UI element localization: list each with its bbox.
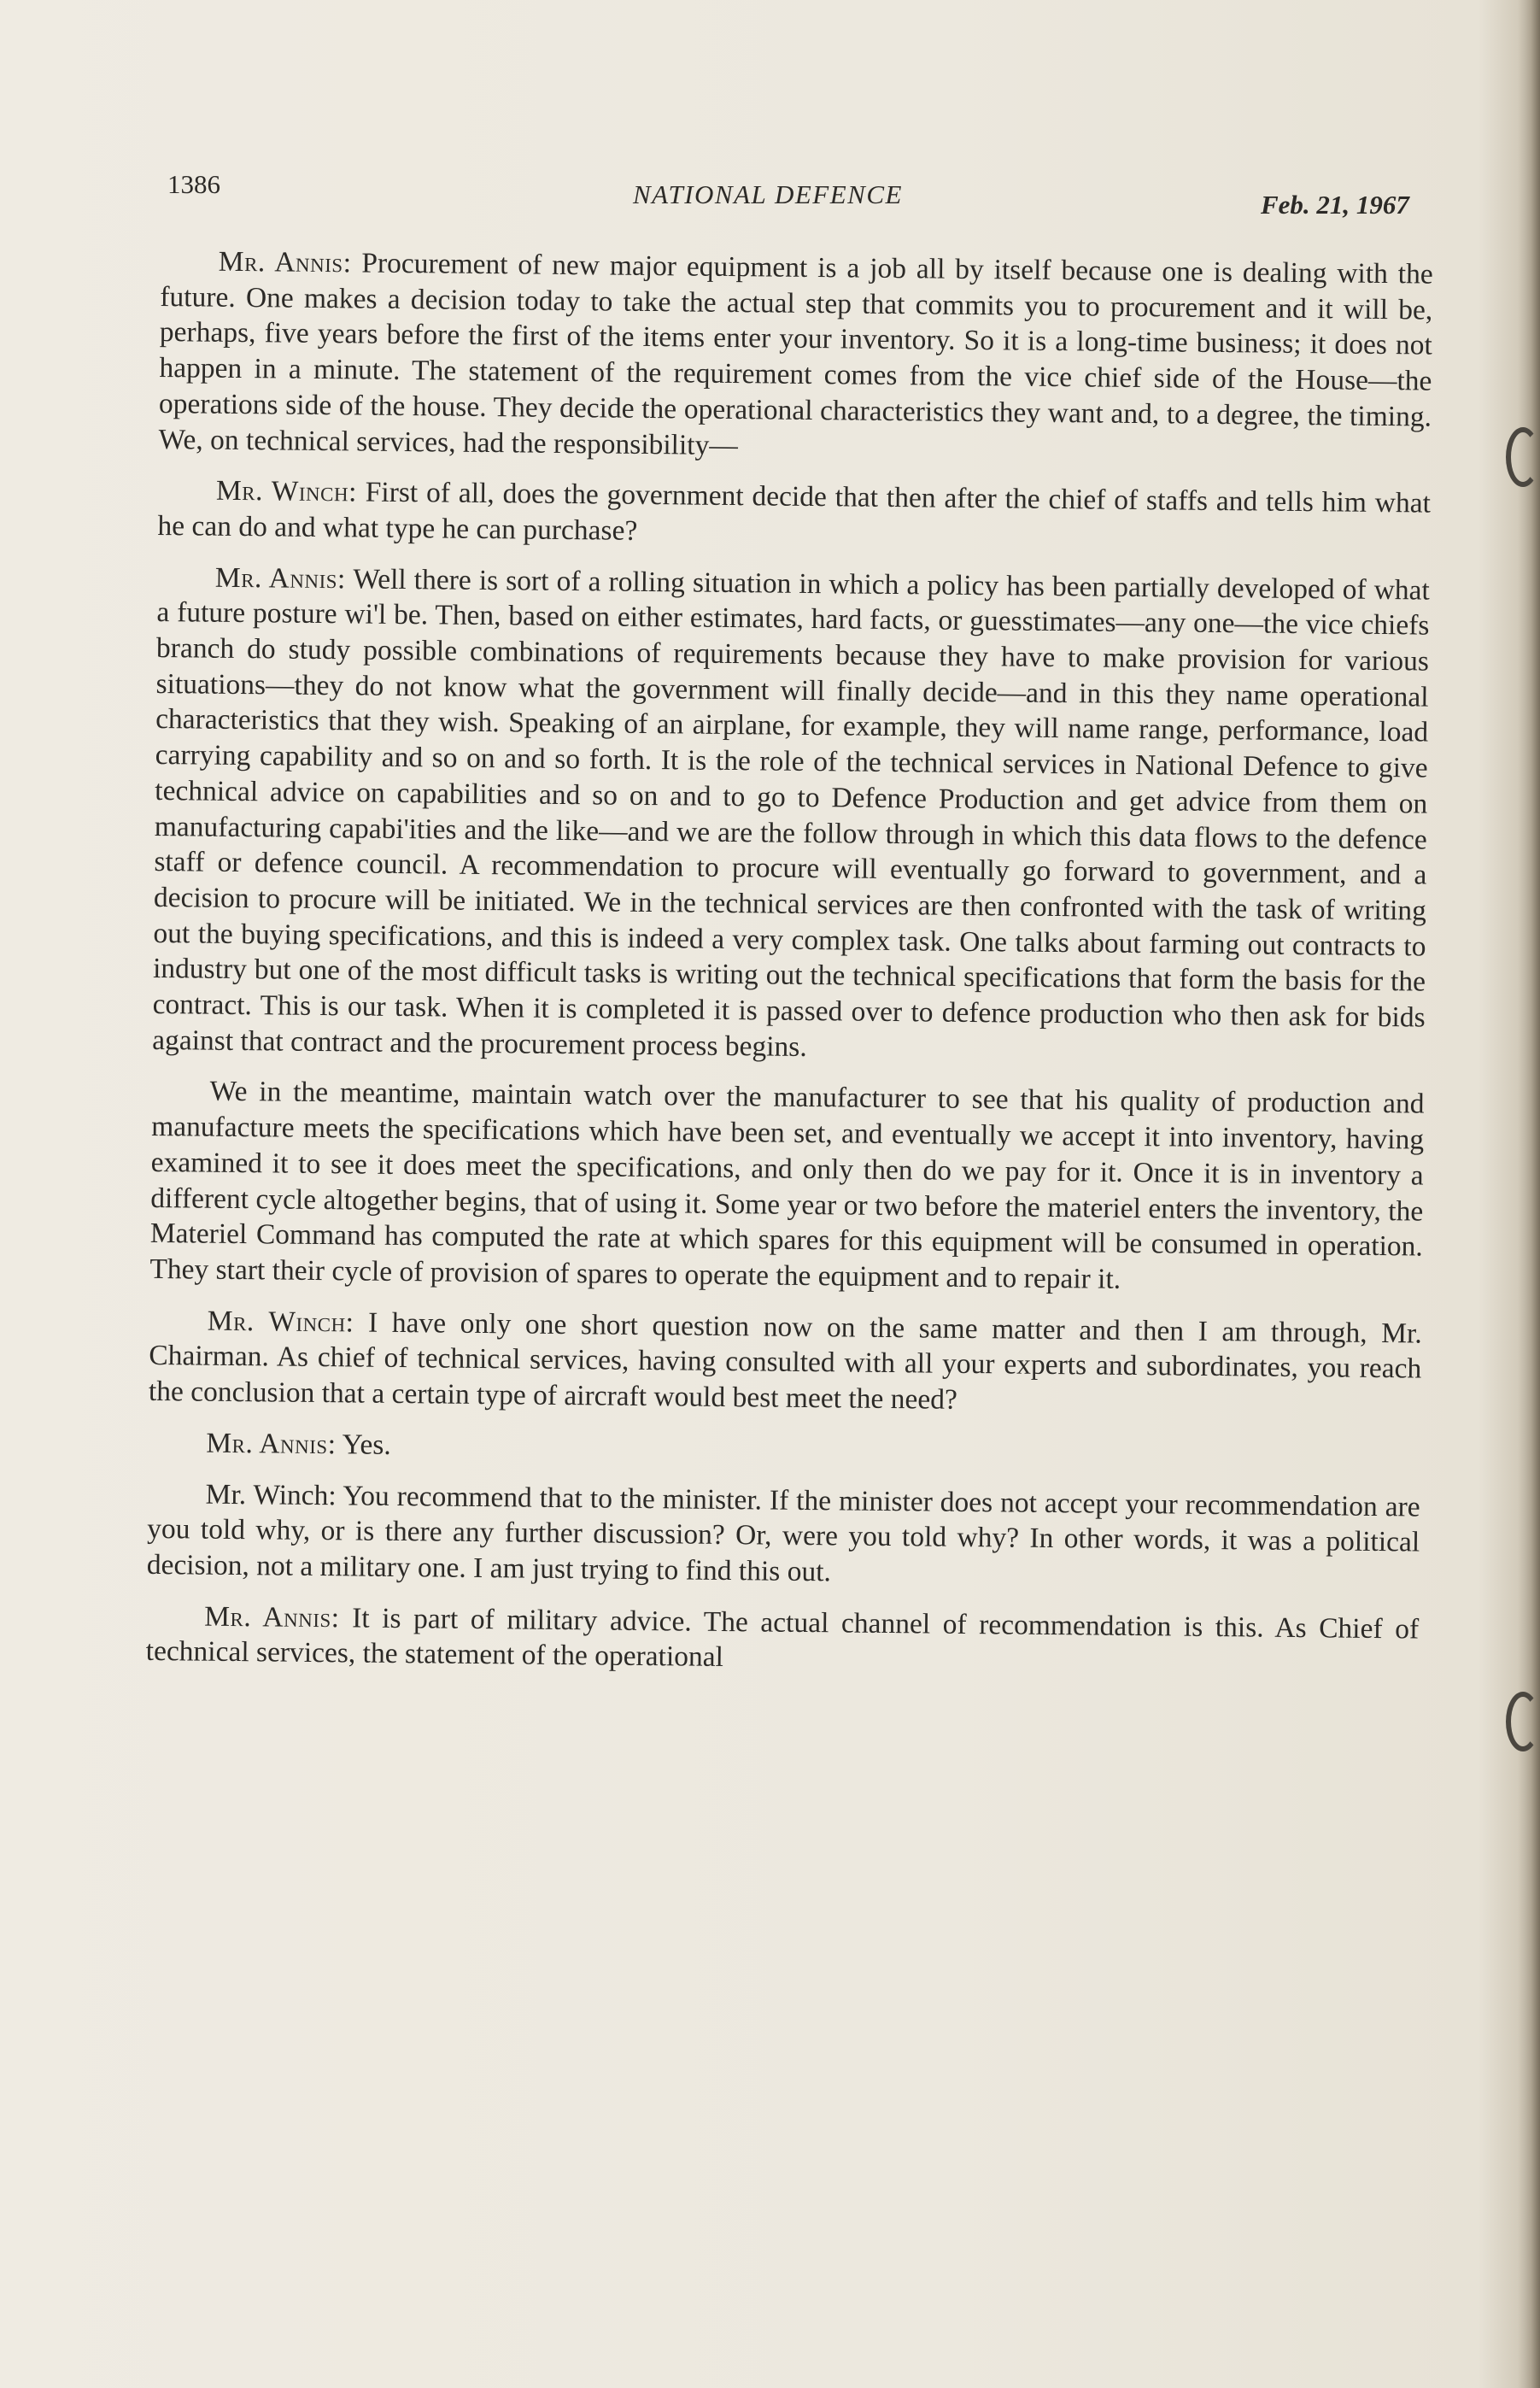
paragraph bbox=[157, 472, 1431, 557]
paragraph-text: First of all, does the government decide that then after the chief of staffs and tells him what he can do and what type he can purchase? bbox=[157, 476, 1432, 547]
paragraph-text: It is part of military advice. The actual channel of recommendation is this. As Chief of technical services, the statement of the operational bbox=[145, 1601, 1420, 1674]
paragraph-text: I have only one short question now on the same matter and then I am through, Mr. Chairman. As chief of technical services, having consulted with all your experts and subordinates, you reach the conclusion that a certain type of aircraft would best meet the need? bbox=[148, 1306, 1422, 1416]
paragraph-text: Mr. Winch: You recommend that to the minister. If the minister does not accept your recommendation are you told why, or is there any further discussion? Or, were you told why? In other words, it was a political decision, not a military one. I am just trying to find this out. bbox=[146, 1478, 1420, 1588]
speaker-name: Mr. Annis: bbox=[218, 245, 352, 279]
paragraph bbox=[152, 560, 1430, 1071]
speaker-name: Mr. Annis: bbox=[203, 1600, 340, 1634]
binding-shadow bbox=[1518, 0, 1540, 2388]
running-date: Feb. 21, 1967 bbox=[1261, 190, 1409, 220]
paragraph bbox=[158, 243, 1433, 471]
running-title: NATIONAL DEFENCE bbox=[633, 179, 903, 209]
running-header bbox=[167, 169, 1449, 220]
binder-ring-icon bbox=[1506, 427, 1540, 487]
paragraph bbox=[149, 1073, 1425, 1300]
paragraph bbox=[147, 1476, 1420, 1596]
paragraph bbox=[149, 1303, 1422, 1423]
paragraph-text: We in the meantime, maintain watch over the manufacturer to see that his quality of production and manufacture meets the specifications which have been set, and eventually we accept it into inventory, having examined it to see it does meet the specifications, and only then do we pay for it. Once it is in inventory a different cycle altogether begins, that of using it. Some year or two before the materiel enters the inventory, the Materiel Command has computed the rate at which spares for this equipment will be consumed in operation. They start their cycle of provision of spares to operate the equipment and to repair it. bbox=[149, 1076, 1425, 1295]
paragraph bbox=[146, 1599, 1420, 1683]
paragraph-text: Yes. bbox=[336, 1429, 391, 1461]
page-number: 1386 bbox=[167, 169, 220, 199]
speaker-name: Mr. Annis: bbox=[206, 1427, 337, 1461]
binder-ring-icon bbox=[1506, 1692, 1540, 1751]
speaker-name: Mr. Winch: bbox=[207, 1305, 354, 1339]
paragraph-text: Well there is sort of a rolling situation in which a policy has been partially developed of what a future posture wi'l be. Then, based on either estimates, hard facts, or guesstimates—any one—the vice chiefs branch do study possible combinations of requirements because they have to make provision for various situations—they do not know what the government will finally decide—and in this they name operational characteristics that they wish. Speaking of an airplane, for example, they will name range, performance, load carrying capability and so on and so forth. It is the role of the technical services in National Defence to give technical advice on capabilities and so on and to go to Defence Production and get advice from them on manufacturing capabi'ities and the like—and we are the follow through in which this data flows to the defence staff or defence council. A recommendation to procure will eventually go forward to government, and a decision to procure will be initiated. We in the technical services are then confronted with the task of writing out the buying specifications, and this is indeed a very complex task. One talks about farming out contracts to industry but one of the most difficult tasks is writing out the technical specifications that form the basis for the contract. This is our task. When it is completed it is passed over to defence production who then ask for bids against that contract and the procurement process begins. bbox=[152, 562, 1431, 1063]
speaker-name: Mr. Annis: bbox=[214, 561, 347, 595]
transcript-body bbox=[145, 243, 1433, 1699]
paragraph bbox=[148, 1425, 1420, 1474]
speaker-name: Mr. Winch: bbox=[215, 474, 358, 508]
paragraph-text: Procurement of new major equipment is a job all by itself because one is dealing with the future. One makes a decision today to take the actual step that commits you to procurement and it will be, perhaps, five years before the first of the items enter your inventory. So it is a long-time business; it does not happen in a minute. The statement of the requirement comes from the vice chief side of the House—the operations side of the house. They decide the operational characteristics they want and, to a degree, the timing. We, on technical services, had the responsibility— bbox=[158, 247, 1433, 461]
